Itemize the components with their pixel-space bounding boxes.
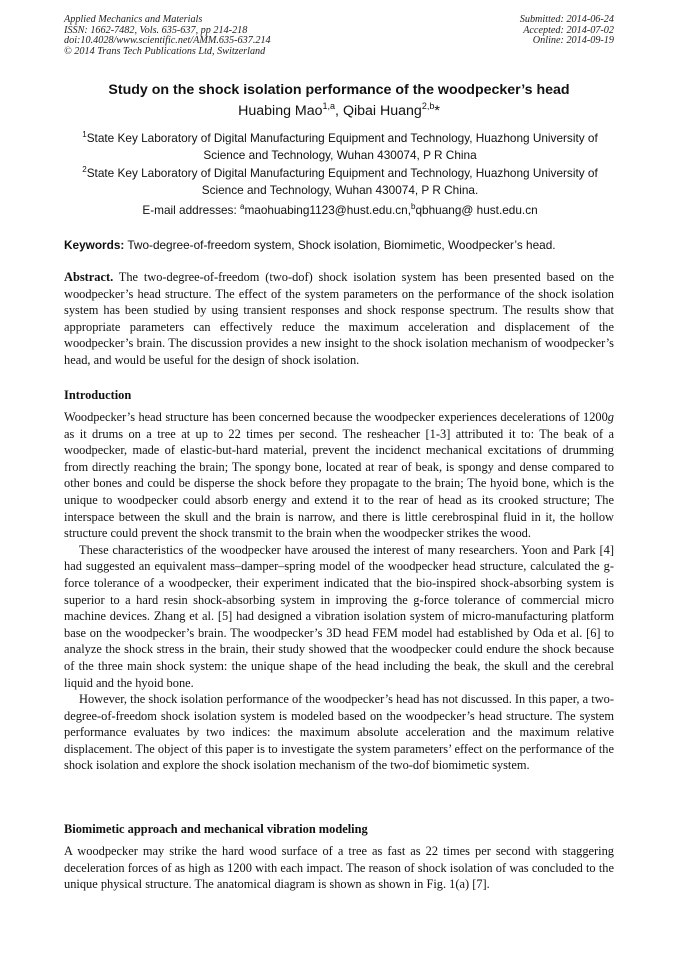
email-address[interactable]: qbhuang@ hust.edu.cn [415,203,538,217]
abstract [64,269,614,369]
author-sup: 2,b [421,101,435,111]
keywords-text: Two-degree-of-freedom system, Shock isolation, Biomimetic, Woodpecker’s head. [124,238,556,252]
corresponding-mark: * [434,103,440,119]
g-symbol: g [607,410,614,424]
affiliation-1 [64,130,616,164]
introduction-body [64,409,614,774]
author-separator: , [335,103,343,119]
affiliation-text: State Key Laboratory of Digital Manufacturing Equipment and Technology, Huazhong University of Science and Technology, Wuhan 430074, P R China [86,131,598,162]
email-line [64,202,616,219]
issn-line: ISSN: 1662-7482, Vols. 635-637, pp 214-218 [64,24,248,36]
journal-name: Applied Mechanics and Materials [64,14,203,25]
intro-paragraph-3: However, the shock isolation performance of the woodpecker’s head has not discussed. In this paper, a two-degree-of-freedom shock isolation system is modeled based on the woodpecker’s head structure. The system performance evaluates by two indices: the maximum absolute acceleration and the maximum relative displacement. The object of this paper is to investigate the system parameters’ effect on the performance of the shock isolation and explore the shock isolation mechanism of the two-dof biomimetic system. [64,692,614,773]
intro-text: as it drums on a tree at up to 22 times per second. The resheacher [1-3] attributed it to: The beak of a woodpecker, made of elastic-but-hard material, prevent the incidenct mechanical excitations of drumming from directly reaching the brain; The spongy bone, located at rear of beak, is spongy and dense compared to other bones and could be disperse the shock before they propagate to the brain; The hyoid bone, which is the unique to woodpecker could absorb energy and extend it to the rear of head as its crooked structure; The interspace between the skull and the brain is narrow, and there is little cerebrospinal fluid in it, the hollow structure could prevent the shock transmit to the brain when the woodpecker strikes the wood. [64,426,614,541]
biomimetic-body [64,843,614,893]
abstract-text: The two-degree-of-freedom (two-dof) shock isolation system has been presented based on the woodpecker’s head structure. The effect of the system parameters on the performance of the shock isolation system has been studied by using transient responses and shock response spectrum. The results show that appropriate parameters can effectively reduce the maximum acceleration and displacement of the woodpecker’s brain. The discussion provides a new insight to the shock isolation mechanism of woodpecker’s head, and would be useful for the design of shock isolation. [64,270,614,367]
online-date: Online: 2014-09-19 [532,35,614,47]
biomimetic-paragraph-1: A woodpecker may strike the hard wood surface of a tree as fast as 22 times per second with staggering deceleration forces of as high as 1200 with each impact. The reason of shock isolation of was concluded to the unique physical structure. The anatomical diagram is shown as shown in Fig. 1(a) [7]. [64,844,614,892]
intro-paragraph-2: These characteristics of the woodpecker have aroused the interest of many researchers. Yoon and Park [4] had suggested an equivalent mass–damper–spring model of the woodpecker head structure, calculated the g-force tolerance of a woodpecker, their experiment indicated that the bio-inspired shock-absorbing system is superior to a hard resin shock-absorbing system in improving the g-force tolerance of commercial micro machine devices. Zhang et al. [5] had designed a vibration isolation system of micro-manufacturing platform base on the woodpecker’s brain. The woodpecker’s 3D head FEM model had established by Oda et al. [6] to analyze the shock stress in the brain, their study showed that the woodpecker could endure the shock because of the three main shock system: the unique shape of the head including the beak, the skull and the cerebral liquid and the hyoid bone. [64,542,614,690]
abstract-paragraph [64,269,614,369]
submitted-date: Submitted: 2014-06-24 [519,14,614,25]
paper-title: Study on the shock isolation performance of the woodpecker’s head [108,82,570,98]
section-heading-introduction: Introduction [64,388,132,402]
keywords [64,237,624,254]
intro-text: Woodpecker’s head structure has been concerned because the woodpecker experiences decelerations of 1200 [64,410,608,424]
email-address[interactable]: maohuabing1123@hust.edu.cn, [244,203,412,217]
keywords-label: Keywords: [64,238,125,252]
intro-paragraph-1 [64,409,614,542]
email-sup: a [240,202,245,211]
dates-info [520,15,614,47]
abstract-label: Abstract. [64,270,114,284]
affiliation-number: 1 [82,130,87,139]
email-label: E-mail addresses: [142,203,241,217]
section-heading-biomimetic: Biomimetic approach and mechanical vibration modeling [64,822,368,836]
affiliation-text: State Key Laboratory of Digital Manufacturing Equipment and Technology, Huazhong University of Science and Technology, Wuhan 430074, P R China. [86,166,598,197]
author-name: Huabing Mao [238,103,323,119]
author-line [30,102,648,120]
journal-info [64,15,271,57]
email-sup: b [411,202,416,211]
affiliation-number: 2 [82,165,87,174]
accepted-date: Accepted: 2014-07-02 [523,24,614,36]
author-sup: 1,a [322,101,336,111]
copyright-line: © 2014 Trans Tech Publications Ltd, Switzerland [64,45,266,57]
doi-line: doi:10.4028/www.scientific.net/AMM.635-637.214 [64,35,271,47]
affiliation-2 [64,165,616,199]
author-name: Qibai Huang [342,103,422,119]
